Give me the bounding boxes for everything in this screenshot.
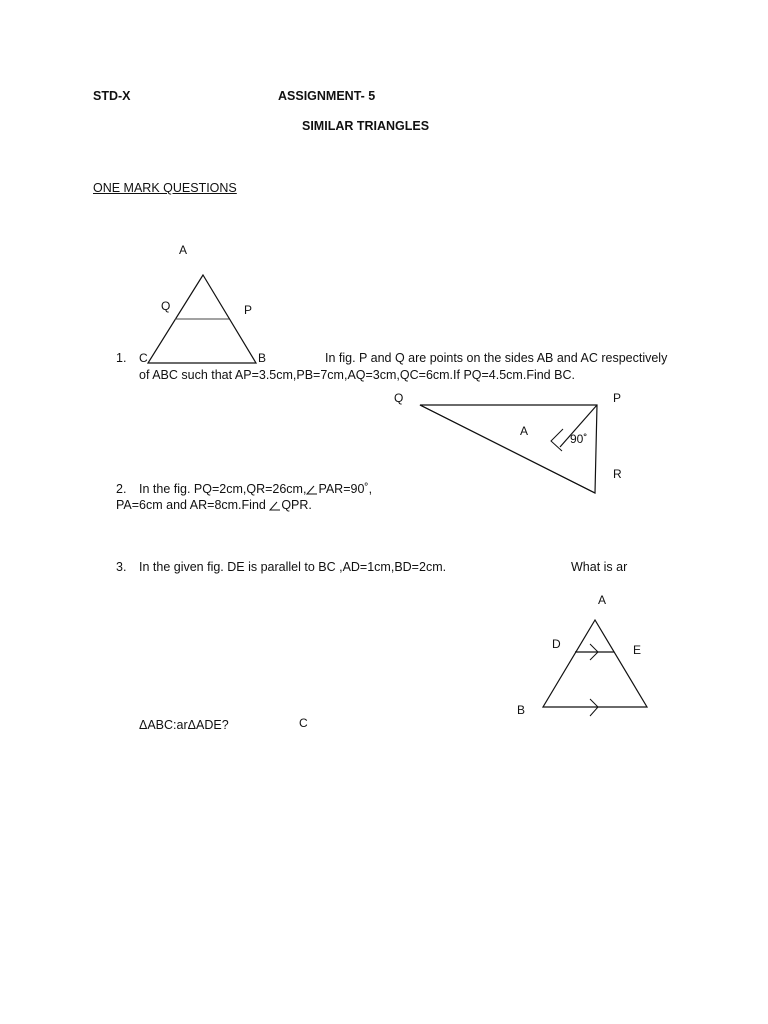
q1-text-line1: In fig. P and Q are points on the sides AB and AC respectively [325, 351, 668, 365]
q3-label-c: C [299, 716, 308, 730]
q3-text-line2: ΔABC:arΔADE? [139, 718, 229, 732]
q3-label-e: E [633, 643, 642, 657]
q1-label-q: Q [161, 299, 171, 313]
q3-text-line1-right: What is ar [571, 560, 628, 574]
q2-label-a: A [520, 424, 529, 438]
class-label: STD-X [93, 89, 131, 103]
q3-text-line1: In the given fig. DE is parallel to BC ,AD=1cm,BD=2cm. [139, 560, 447, 574]
topic-title: SIMILAR TRIANGLES [302, 119, 430, 133]
q2-text-line2-b: QPR. [281, 498, 312, 512]
q3-label-d: D [552, 637, 561, 651]
q3-triangle-abc [543, 620, 647, 707]
section-title: ONE MARK QUESTIONS [93, 181, 237, 195]
q3-label-a: A [598, 593, 607, 607]
q1-label-b: B [258, 351, 267, 365]
q1-label-a: A [179, 243, 188, 257]
q2-label-p: P [613, 391, 622, 405]
q2-text-line1-b: PAR=90˚, [318, 482, 373, 496]
q2-text-line1-a: In the fig. PQ=2cm,QR=26cm, [139, 482, 307, 496]
q3-label-b: B [517, 703, 526, 717]
q2-angle-label: 90˚ [570, 432, 588, 446]
q1-label-p: P [244, 303, 253, 317]
q2-label-q: Q [394, 391, 404, 405]
q3-number: 3. [116, 560, 127, 574]
q2-text-line2-a: PA=6cm and AR=8cm.Find [116, 498, 270, 512]
q1-label-c: C [139, 351, 148, 365]
q1-number: 1. [116, 351, 127, 365]
q2-number: 2. [116, 482, 127, 496]
q1-text-line2: of ABC such that AP=3.5cm,PB=7cm,AQ=3cm,QC=6cm.If PQ=4.5cm.Find BC. [139, 368, 575, 382]
q2-label-r: R [613, 467, 622, 481]
assignment-title: ASSIGNMENT- 5 [278, 89, 376, 103]
